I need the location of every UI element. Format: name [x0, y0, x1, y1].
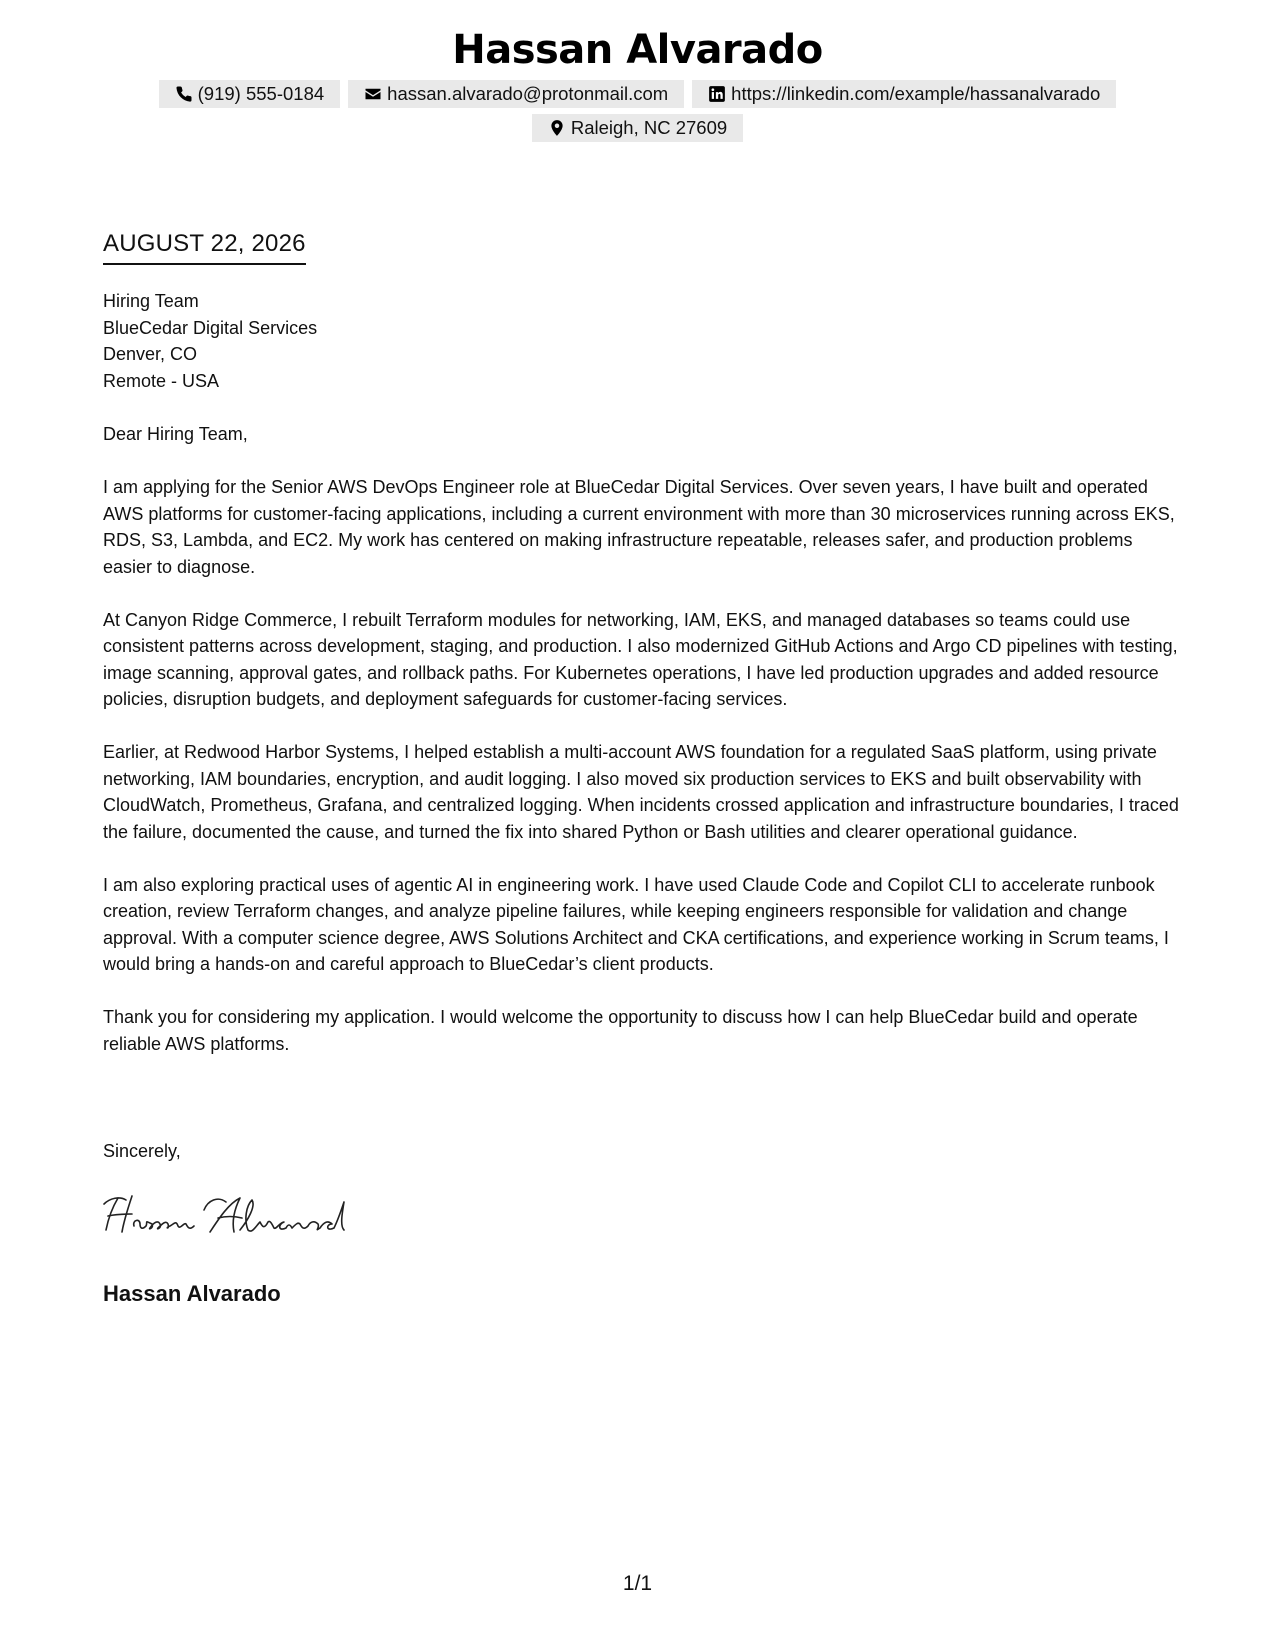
email-chip[interactable]: [348, 80, 684, 108]
letter-date: AUGUST 22, 2026: [103, 228, 306, 265]
contact-info-row: [0, 80, 1275, 108]
page-number: 1/1: [622, 1572, 653, 1595]
closing: Sincerely,: [103, 1141, 181, 1161]
recipient-line: Remote - USA: [103, 370, 220, 391]
map-pin-icon: [548, 119, 566, 137]
email-address: hassan.alvarado@protonmail.com: [387, 83, 669, 104]
location-chip: [532, 114, 743, 142]
handwritten-signature: [100, 1190, 370, 1240]
linkedin-url: https://linkedin.com/example/hassanalvarado: [731, 83, 1101, 104]
salutation: Dear Hiring Team,: [103, 424, 248, 444]
recipient-line: BlueCedar Digital Services: [103, 317, 318, 338]
contact-location-row: [0, 114, 1275, 142]
body-paragraph: Earlier, at Redwood Harbor Systems, I helped establish a multi-account AWS foundation for a regulated SaaS platform, using private networking, IAM boundaries, encryption, and audit logging. I also moved six production services to EKS and built observability with CloudWatch, Prometheus, Grafana, and centralized logging. When incidents crossed application and infrastructure boundaries, I traced the failure, documented the cause, and turned the fix into shared Python or Bash utilities and clearer operational guidance.: [103, 742, 1179, 842]
recipient-line: Hiring Team: [103, 291, 199, 311]
letter-body: [103, 474, 1183, 1084]
recipient-line: Denver, CO: [103, 344, 198, 364]
body-paragraph: Thank you for considering my application. I would welcome the opportunity to discuss how I can help BlueCedar build and operate reliable AWS platforms.: [103, 1007, 1138, 1054]
linkedin-chip[interactable]: [692, 80, 1116, 108]
envelope-icon: [364, 85, 382, 103]
phone-icon: [175, 85, 193, 103]
recipient-block: [103, 288, 317, 394]
phone-chip[interactable]: [159, 80, 341, 108]
location-text: Raleigh, NC 27609: [570, 117, 728, 138]
linkedin-icon: [708, 85, 726, 103]
phone-number: (919) 555-0184: [197, 83, 325, 104]
body-paragraph: I am applying for the Senior AWS DevOps Engineer role at BlueCedar Digital Services. Over seven years, I have built and operated AWS platforms for customer-facing applications, including a current environment with more than 30 microservices running across EKS, RDS, S3, Lambda, and EC2. My work has centered on making infrastructure repeatable, releases safer, and production problems easier to diagnose.: [103, 477, 1175, 577]
applicant-name: Hassan Alvarado: [452, 27, 823, 73]
body-paragraph: I am also exploring practical uses of agentic AI in engineering work. I have used Claude Code and Copilot CLI to accelerate runbook creation, review Terraform changes, and analyze pipeline failures, while keeping engineers responsible for validation and change approval. With a computer science degree, AWS Solutions Architect and CKA certifications, and experience working in Scrum teams, I would bring a hands-on and careful approach to BlueCedar’s client products.: [103, 874, 1169, 974]
body-paragraph: At Canyon Ridge Commerce, I rebuilt Terraform modules for networking, IAM, EKS, and managed databases so teams could use consistent patterns across development, staging, and production. I also modernized GitHub Actions and Argo CD pipelines with testing, image scanning, approval gates, and rollback paths. For Kubernetes operations, I have led production upgrades and added resource policies, disruption budgets, and deployment safeguards for customer-facing services.: [103, 609, 1178, 709]
signer-name: Hassan Alvarado: [103, 1281, 281, 1306]
